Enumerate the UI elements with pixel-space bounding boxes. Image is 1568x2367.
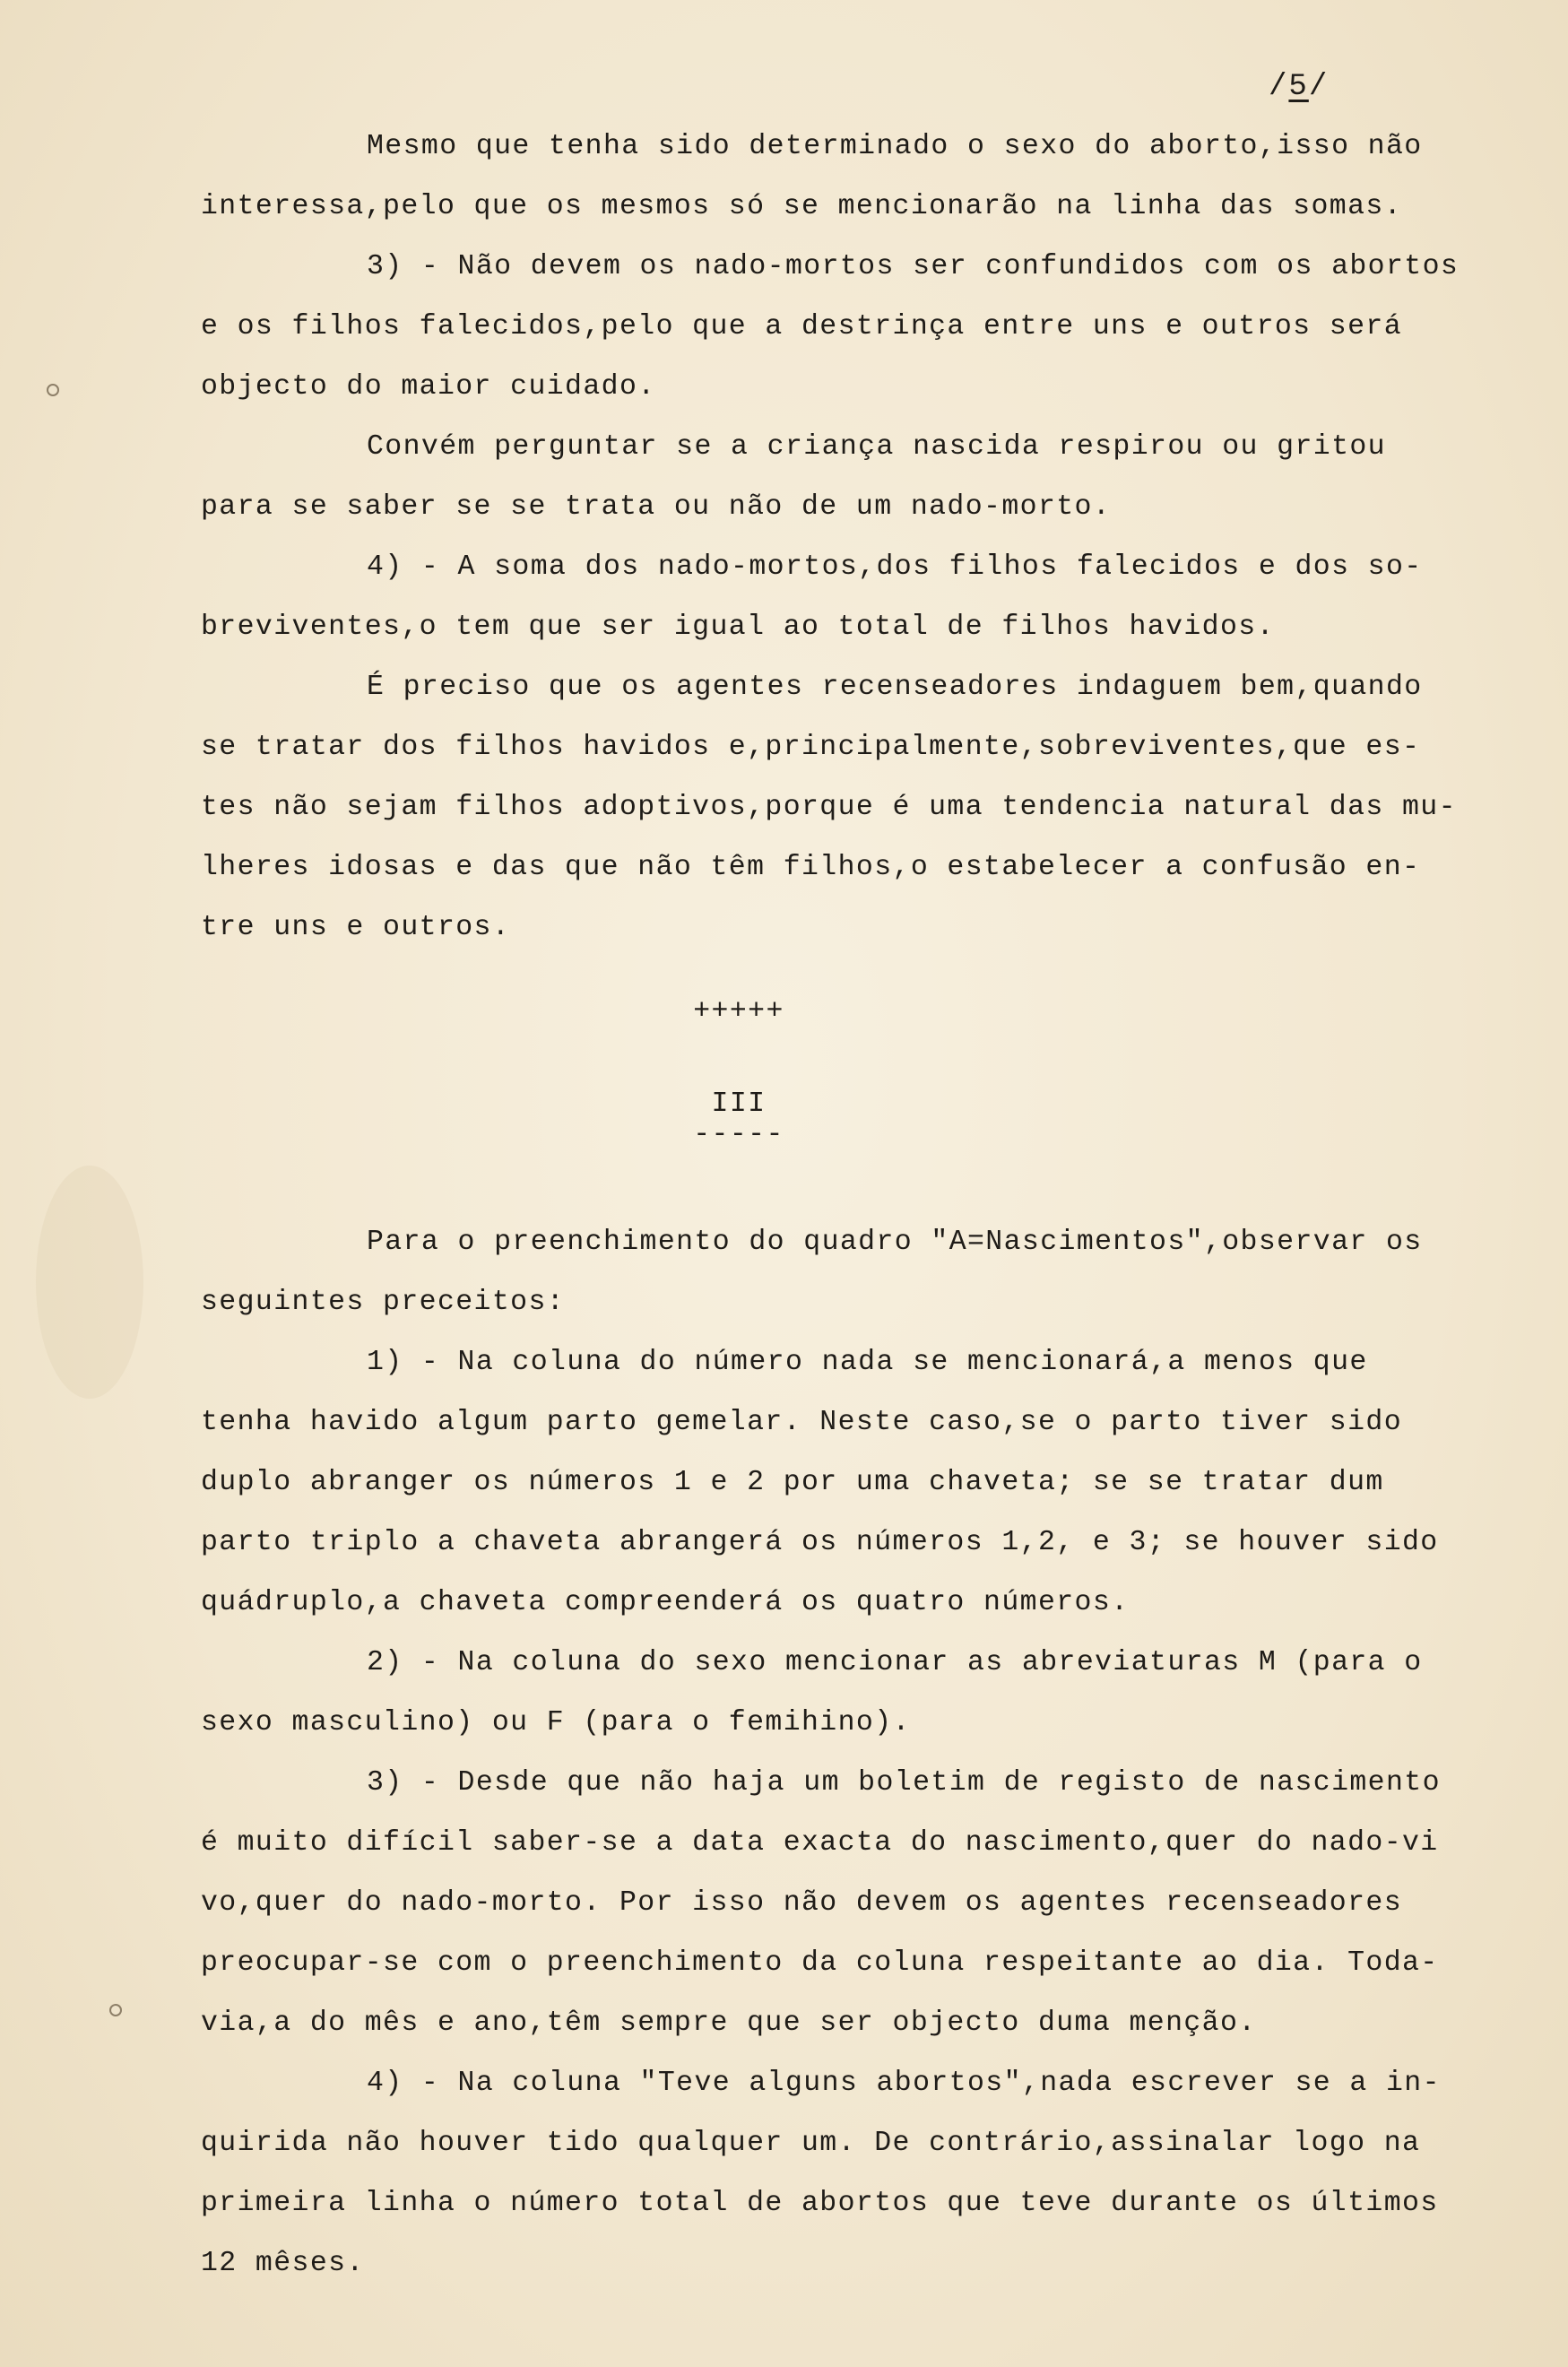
text-line: quirida não houver tido qualquer um. De contrário,assinalar logo na xyxy=(201,2128,1421,2159)
text-line: 3) - Desde que não haja um boletim de registo de nascimento xyxy=(367,1767,1441,1799)
text-line: tes não sejam filhos adoptivos,porque é uma tendencia natural das mu- xyxy=(201,792,1457,823)
text-line: Convém perguntar se a criança nascida respirou ou gritou xyxy=(367,431,1386,463)
text-line: 3) - Não devem os nado-mortos ser confundidos com os abortos xyxy=(367,251,1460,282)
text-line: via,a do mês e ano,têm sempre que ser objecto duma menção. xyxy=(201,2007,1257,2039)
text-line: 2) - Na coluna do sexo mencionar as abreviaturas M (para o xyxy=(367,1647,1423,1678)
text-line: primeira linha o número total de abortos que teve durante os últimos xyxy=(201,2188,1439,2219)
punch-hole xyxy=(109,2004,122,2016)
text-line: 4) - A soma dos nado-mortos,dos filhos falecidos e dos so- xyxy=(367,551,1423,583)
text-line: seguintes preceitos: xyxy=(201,1287,566,1318)
text-line: duplo abranger os números 1 e 2 por uma chaveta; se se tratar dum xyxy=(201,1467,1384,1498)
text-line: objecto do maior cuidado. xyxy=(201,371,656,403)
text-line: é muito difícil saber-se a data exacta do nascimento,quer do nado-vi xyxy=(201,1827,1439,1859)
text-line: lheres idosas e das que não têm filhos,o estabelecer a confusão en- xyxy=(201,852,1421,883)
text-line: interessa,pelo que os mesmos só se mencionarão na linha das somas. xyxy=(201,191,1403,222)
paper-stain xyxy=(36,1166,143,1399)
text-line: É preciso que os agentes recenseadores indaguem bem,quando xyxy=(367,672,1423,703)
separator xyxy=(201,982,1474,1042)
text-line: se tratar dos filhos havidos e,principalmente,sobreviventes,que es- xyxy=(201,732,1421,763)
text-line: 1) - Na coluna do número nada se mencionará,a menos que xyxy=(367,1347,1368,1378)
separator-text: +++++ xyxy=(693,996,784,1027)
paragraph-block-1 xyxy=(201,117,1474,958)
text-line: vo,quer do nado-morto. Por isso não devem os agentes recenseadores xyxy=(201,1887,1403,1919)
text-line: 12 mêses. xyxy=(201,2248,365,2279)
text-line: Mesmo que tenha sido determinado o sexo do aborto,isso não xyxy=(367,131,1423,162)
text-line: Para o preenchimento do quadro "A=Nascimentos",observar os xyxy=(367,1227,1423,1258)
text-line: 4) - Na coluna "Teve alguns abortos",nada escrever se a in- xyxy=(367,2068,1441,2099)
text-line: para se saber se se trata ou não de um nado-morto. xyxy=(201,491,1112,523)
text-line: sexo masculino) ou F (para o femihino). xyxy=(201,1707,911,1738)
text-line: quádruplo,a chaveta compreenderá os quatro números. xyxy=(201,1587,1130,1618)
punch-hole xyxy=(47,384,59,396)
section-rule: ----- xyxy=(693,1119,784,1150)
text-line: tenha havido algum parto gemelar. Neste caso,se o parto tiver sido xyxy=(201,1407,1403,1438)
text-line: parto triplo a chaveta abrangerá os números 1,2, e 3; se houver sido xyxy=(201,1527,1439,1558)
paragraph-block-2 xyxy=(201,1212,1474,2293)
text-line: tre uns e outros. xyxy=(201,912,511,943)
section-title: III xyxy=(711,1088,767,1120)
text-line: preocupar-se com o preenchimento da coluna respeitante ao dia. Toda- xyxy=(201,1947,1439,1979)
page-number: /5/ xyxy=(1269,70,1330,104)
text-line: e os filhos falecidos,pelo que a destrinça entre uns e outros será xyxy=(201,311,1403,342)
section-underline xyxy=(201,1105,1474,1165)
text-line: breviventes,o tem que ser igual ao total de filhos havidos. xyxy=(201,611,1275,643)
